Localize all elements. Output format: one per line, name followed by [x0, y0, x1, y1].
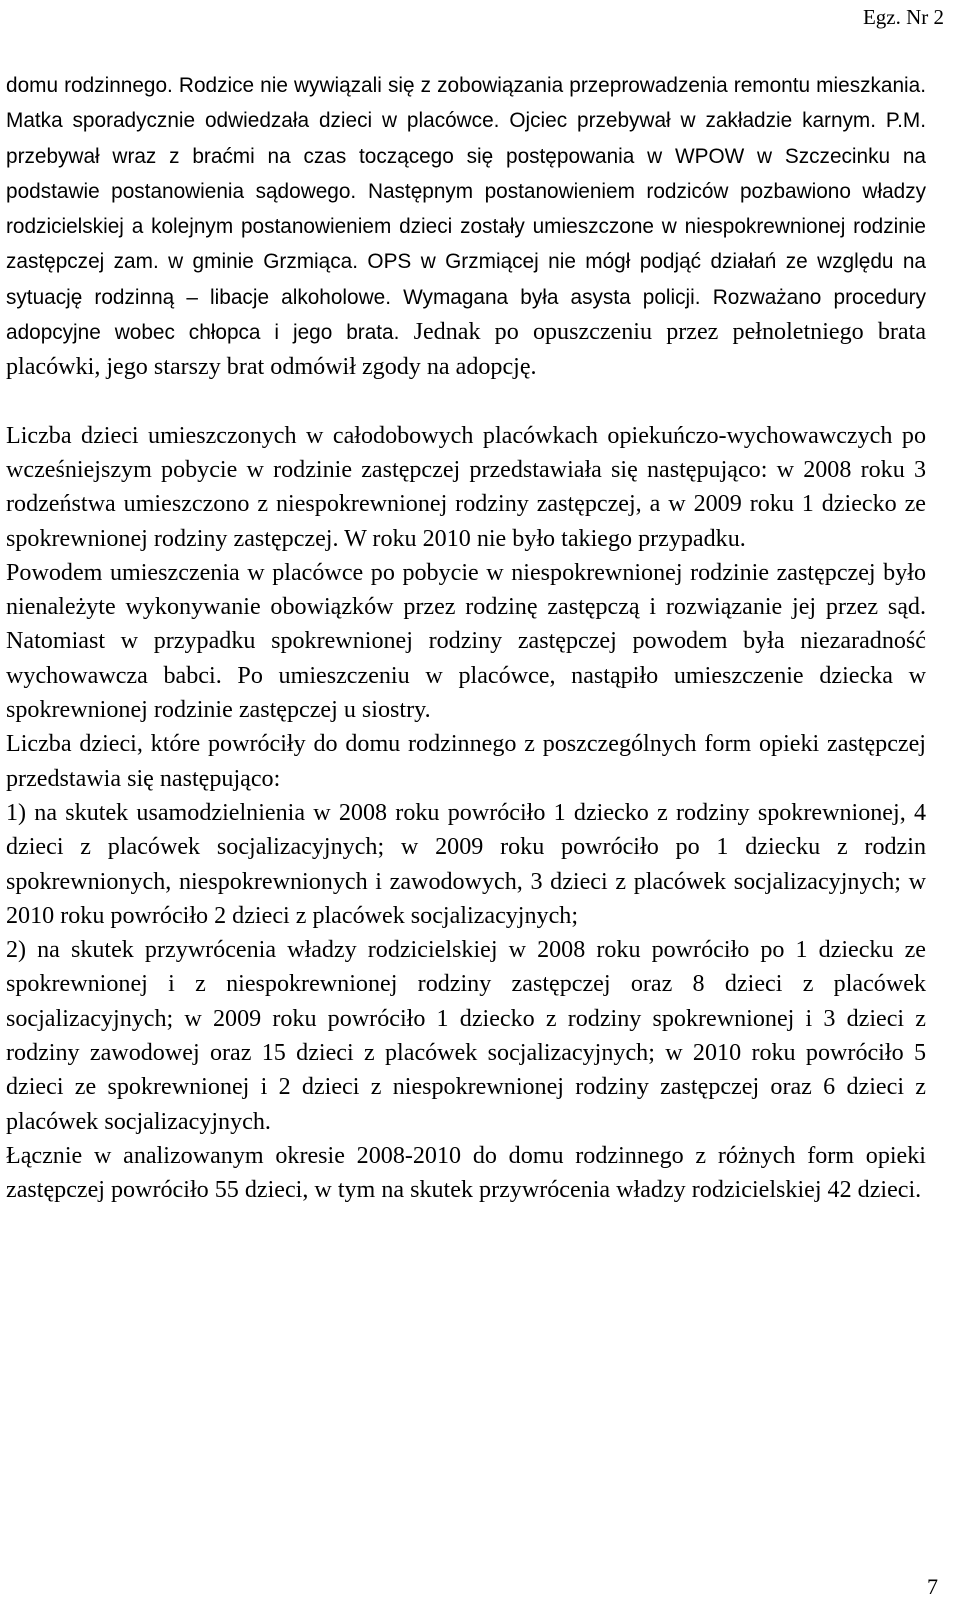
paragraph-family-situation [6, 68, 926, 385]
copy-number-label: Egz. Nr 2 [862, 5, 944, 29]
paragraph-segment-sans-1: domu rodzinnego. Rodzice nie wywiązali się z zobowiązania przeprowadzenia remontu mieszkania. Matka sporadycznie odwiedzała dzieci w placówce. Ojciec przebywał w zakładzie karnym. P.M. przebywał wraz z braćmi na czas toczącego się postępowania w WPOW w Szczecinku na podstawie postanowienia sądowego. [6, 74, 926, 203]
paragraph-placement-count: Liczba dzieci umieszczonych w całodobowych placówkach opiekuńczo-wychowawczych po wcześniejszym pobycie w rodzinie zastępczej przedstawiała się następująco: w 2008 roku 3 rodzeństwa umieszczono z niespokrewnionej rodziny zastępczej, a w 2009 roku 1 dziecko ze spokrewnionej rodziny zastępczej. W roku 2010 nie było takiego przypadku. [6, 422, 926, 552]
paragraph-placement-reason: Powodem umieszczenia w placówce po pobycie w niespokrewnionej rodzinie zastępczej było nienależyte wykonywanie obowiązków przez rodzinę zastępczą i rozwiązanie jej przez sąd. Natomiast w przypadku spokrewnionej rodziny zastępczej powodem była niezaradność wychowawcza babci. Po umieszczeniu w placówce, nastąpiło umieszczenie dziecka w spokrewnionej rodzinie zastępczej u siostry. [6, 559, 926, 724]
list-item-independence: 1) na skutek usamodzielnienia w 2008 roku powróciło 1 dziecko z rodziny spokrewnionej, 4 dzieci z placówek socjalizacyjnych; w 2009 roku powróciło po 1 dziecku z rodzin spokrewnionych, niespokrewnionych i zawodowych, 3 dzieci z placówek socjalizacyjnych; w 2010 roku powróciło 2 dzieci z placówek socjalizacyjnych; [6, 799, 926, 929]
paragraph-spacer [6, 385, 926, 419]
paragraph-total-summary: Łącznie w analizowanym okresie 2008-2010 do domu rodzinnego z różnych form opieki zastępczej powróciło 55 dzieci, w tym na skutek przywrócenia władzy rodzicielskiej 42 dzieci. [6, 1142, 926, 1204]
paragraph-segment-serif: Jednak po opuszczeniu przez pełnoletniego brata placówki, jego starszy brat odmówił zgody na adopcję. [6, 319, 927, 381]
list-item-custody-restored: 2) na skutek przywrócenia władzy rodzicielskiej w 2008 roku powróciło po 1 dziecku ze spokrewnionej i z niespokrewnionej rodziny zastępczej oraz 8 dzieci z placówek socjalizacyjnych; w 2009 roku powróciło 1 dziecko z rodziny spokrewnionej i 3 dzieci z rodziny zawodowej oraz 15 dzieci z placówek socjalizacyjnych; w 2010 roku powróciło 5 dzieci ze spokrewnionej i 2 dzieci z niespokrewnionej rodziny zastępczej oraz 6 dzieci z placówek socjalizacyjnych. [6, 937, 926, 1135]
paragraph-returns-intro: Liczba dzieci, które powróciły do domu rodzinnego z poszczególnych form opieki zastępczej przedstawia się następująco: [6, 731, 926, 792]
page-number: 7 [927, 1574, 938, 1599]
paragraph-segment-sans-2: Następnym postanowieniem rodziców pozbawiono władzy rodzicielskiej a kolejnym postanowieniem dzieci zostały umieszczone w niespokrewnionej rodzinie zastępczej zam. w gminie Grzmiąca. OPS w Grzmiącej nie mógł podjąć działań ze względu na sytuację rodzinną – libacje alkoholowe. Wymagana była asysta policji. Rozważano procedury adopcyjne wobec chłopca i jego brata. [6, 179, 927, 345]
document-body [6, 68, 926, 1208]
